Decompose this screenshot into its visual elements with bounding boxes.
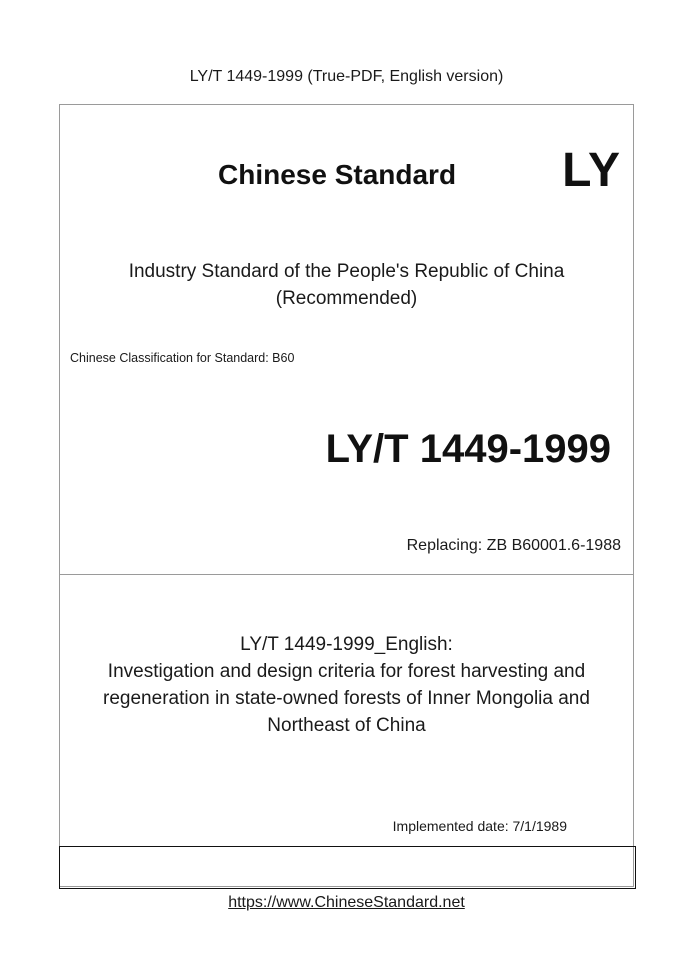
cover-bottom-box (59, 846, 636, 889)
cover-title-section (60, 575, 633, 847)
industry-line-1: Industry Standard of the People's Republic of China (128, 261, 565, 282)
title-line-3: regeneration in state-owned forests of Inner Mongolia and (103, 688, 590, 709)
standard-number: LY/T 1449-1999 (325, 427, 611, 471)
cover-top-section (60, 105, 633, 575)
document-title (60, 631, 633, 739)
standard-code-mark: LY (562, 144, 621, 197)
title-line-1: LY/T 1449-1999_English: (240, 634, 453, 655)
title-line-4: Northeast of China (267, 715, 426, 736)
industry-line-2: (Recommended) (275, 288, 418, 309)
replacing-note: Replacing: ZB B60001.6-1988 (406, 537, 621, 554)
website-link[interactable]: https://www.ChineseStandard.net (228, 894, 465, 911)
page-header-title: LY/T 1449-1999 (True-PDF, English version) (189, 68, 504, 85)
implemented-date: Implemented date: 7/1/1989 (392, 818, 567, 834)
industry-statement (60, 258, 633, 312)
footer (0, 894, 693, 912)
cover-frame (59, 104, 634, 887)
title-line-2: Investigation and design criteria for forest harvesting and (107, 661, 586, 682)
brand-title: Chinese Standard (218, 159, 457, 190)
classification-label: Chinese Classification for Standard: B60 (70, 351, 295, 365)
